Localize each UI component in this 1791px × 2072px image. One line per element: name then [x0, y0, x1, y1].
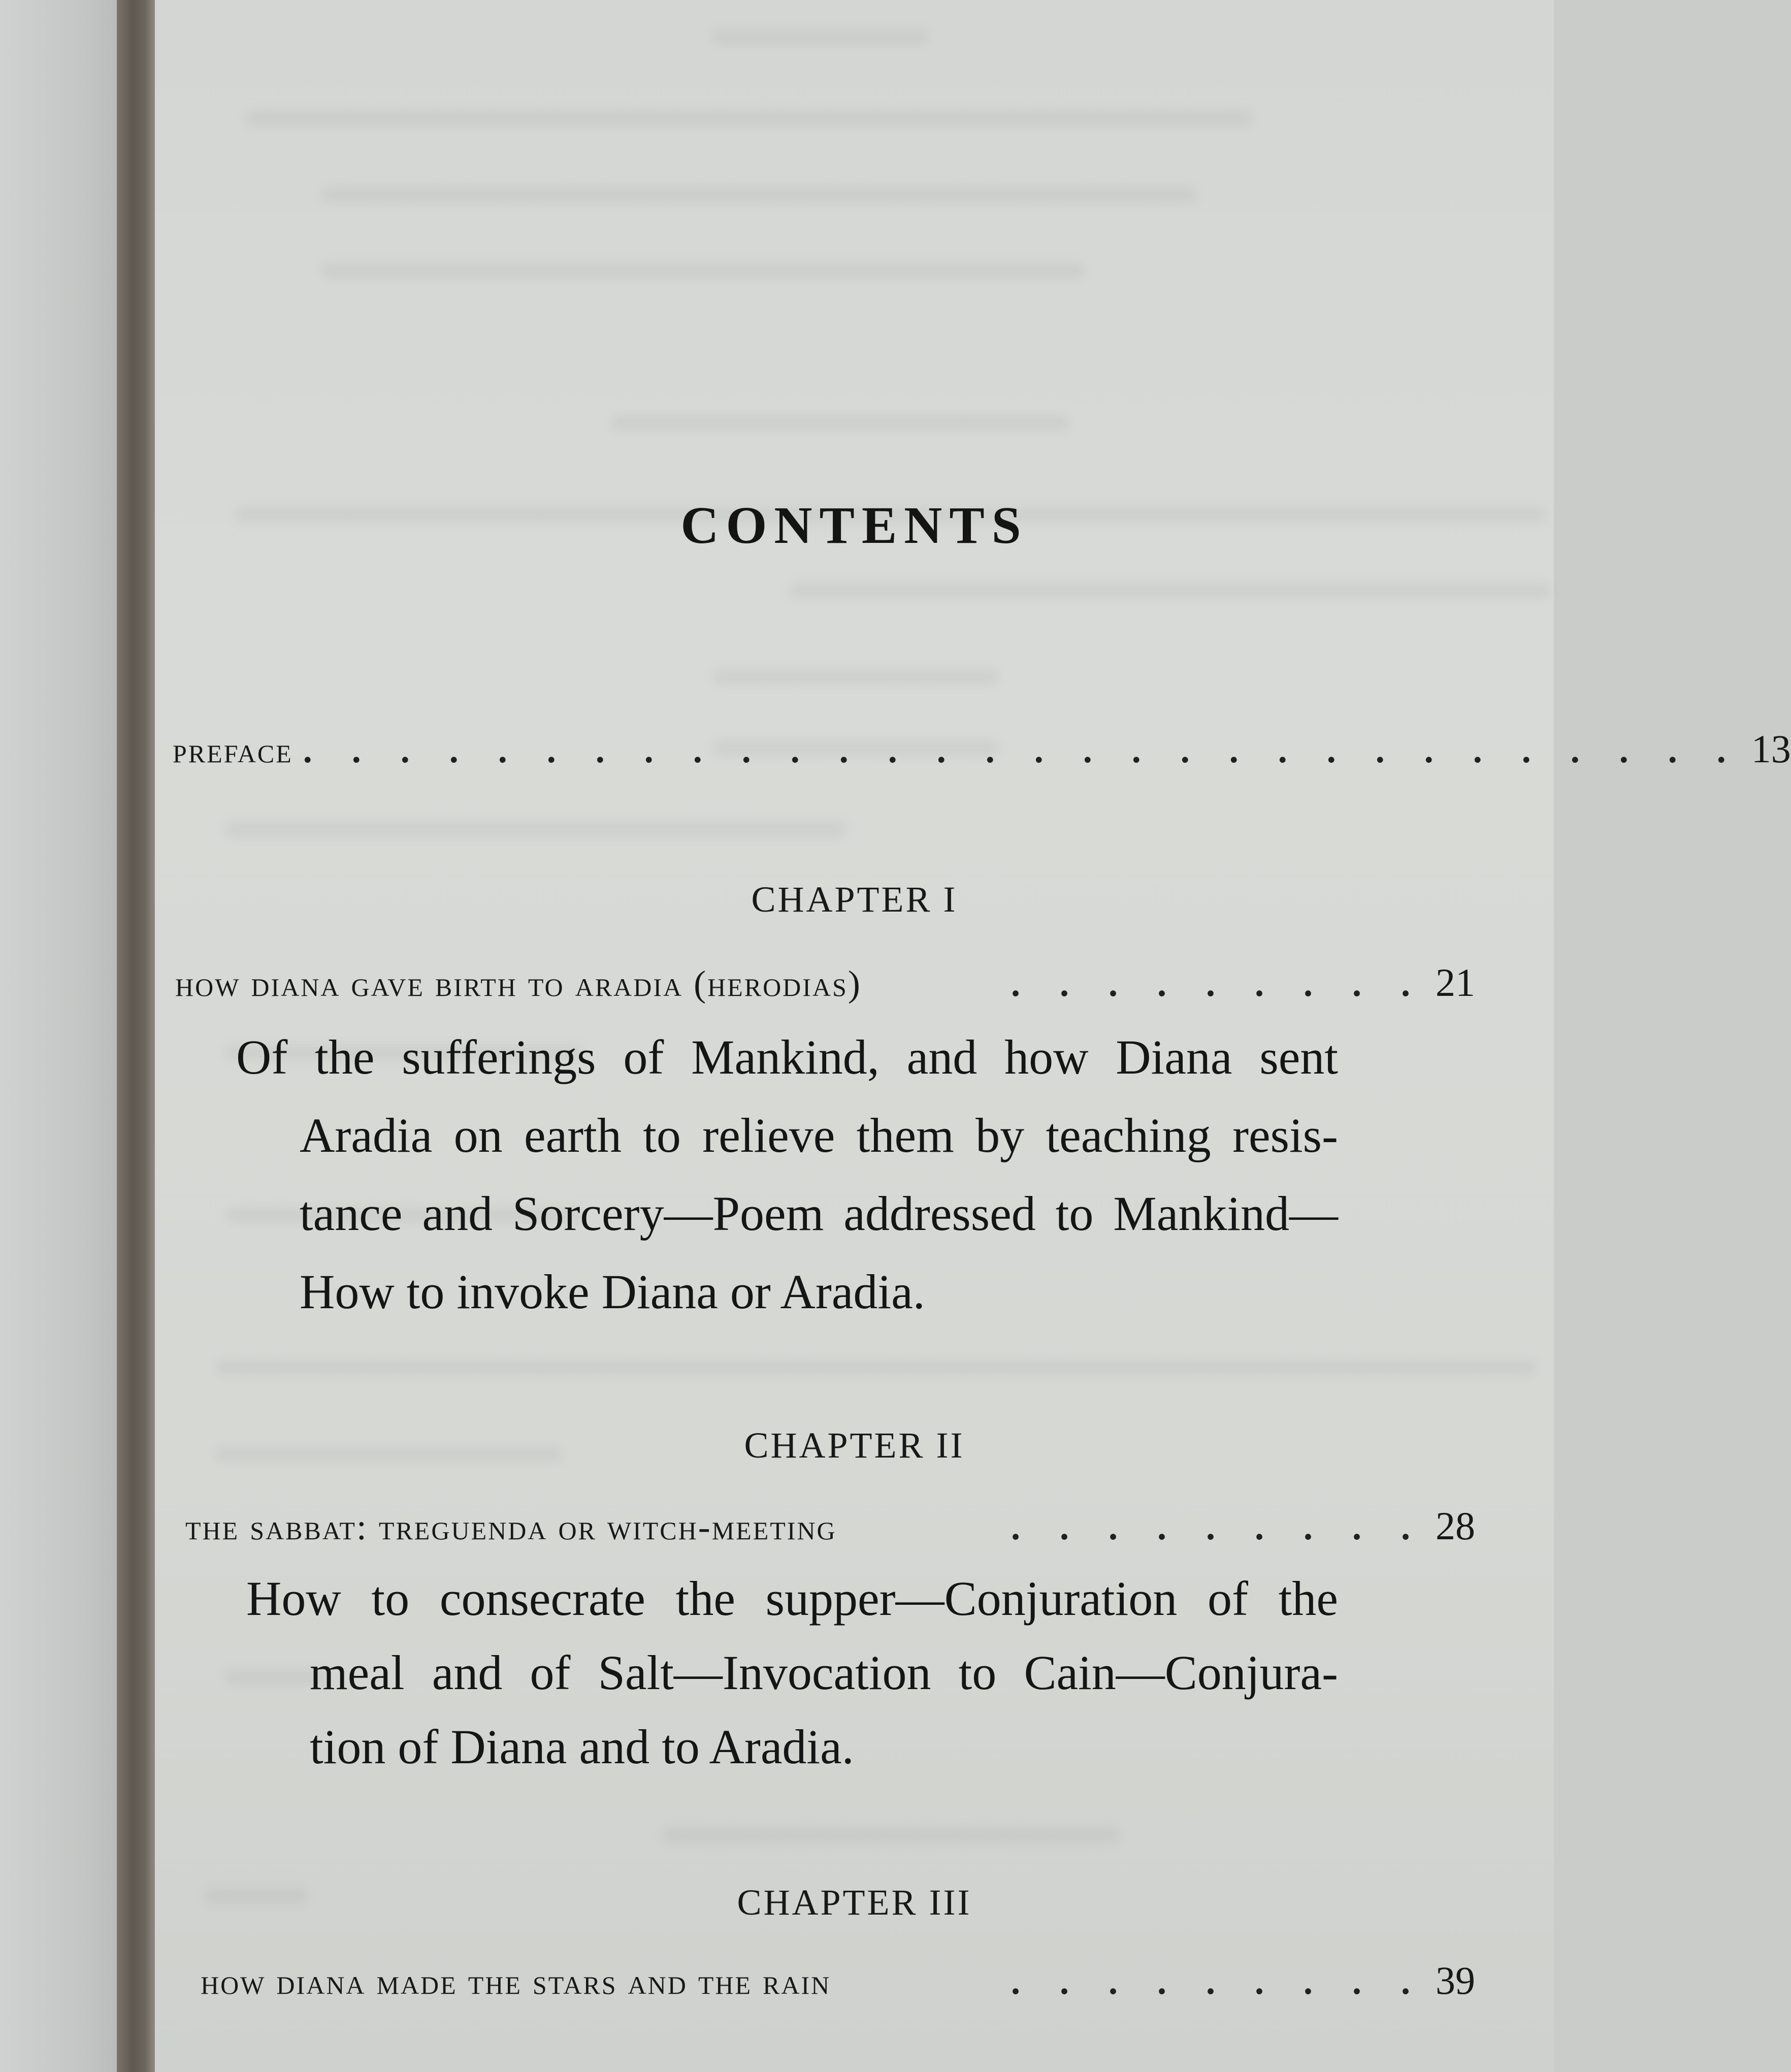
page-number: 28 — [1436, 1504, 1475, 1548]
chapter-summary — [236, 1018, 1338, 1331]
dot-leader: . . . . . . . . . — [1011, 1961, 1425, 2002]
chapter-summary — [246, 1562, 1338, 1784]
entry-title: the sabbat: treguenda or witch-meeting — [185, 1507, 837, 1547]
dot-leader: . . . . . . . . . — [1011, 963, 1425, 1004]
summary-line: Aradia on earth to relieve them by teaching resis- — [300, 1108, 1338, 1162]
entry-title: how diana made the stars and the rain — [201, 1961, 831, 2002]
toc-entry-chapter-3 — [201, 1958, 1475, 2003]
dot-leader: . . . . . . . . . — [1011, 1507, 1425, 1547]
facing-page-edge — [0, 0, 117, 2072]
chapter-heading: CHAPTER III — [737, 1882, 972, 1923]
contents-page — [155, 0, 1791, 2072]
summary-line: How to invoke Diana or Aradia. — [300, 1265, 925, 1319]
summary-line: tion of Diana and to Aradia. — [310, 1720, 854, 1774]
chapter-heading: CHAPTER I — [751, 879, 958, 920]
page-number: 39 — [1436, 1958, 1475, 2002]
page-number: 21 — [1436, 960, 1475, 1005]
summary-line: tance and Sorcery—Poem addressed to Mankind— — [300, 1186, 1338, 1241]
dot-leader: . . . . . . . . . . . . . . . . . . . . . . . . . . . . . . — [303, 730, 1741, 770]
entry-title: how diana gave birth to aradia (herodias) — [175, 963, 862, 1004]
toc-entry-chapter-2 — [185, 1503, 1475, 1549]
page-title: CONTENTS — [680, 496, 1028, 555]
summary-line: meal and of Salt—Invocation to Cain—Conjura- — [310, 1645, 1338, 1700]
book-spine — [117, 0, 155, 2072]
page-number: 13 — [1751, 727, 1791, 771]
entry-title: preface — [173, 730, 293, 770]
toc-entry-preface — [173, 726, 1791, 772]
summary-line: How to consecrate the supper—Conjuration of the — [246, 1571, 1338, 1626]
chapter-heading: CHAPTER II — [744, 1425, 965, 1466]
summary-line: Of the sufferings of Mankind, and how Diana sent — [236, 1030, 1338, 1084]
toc-entry-chapter-1 — [175, 960, 1475, 1006]
